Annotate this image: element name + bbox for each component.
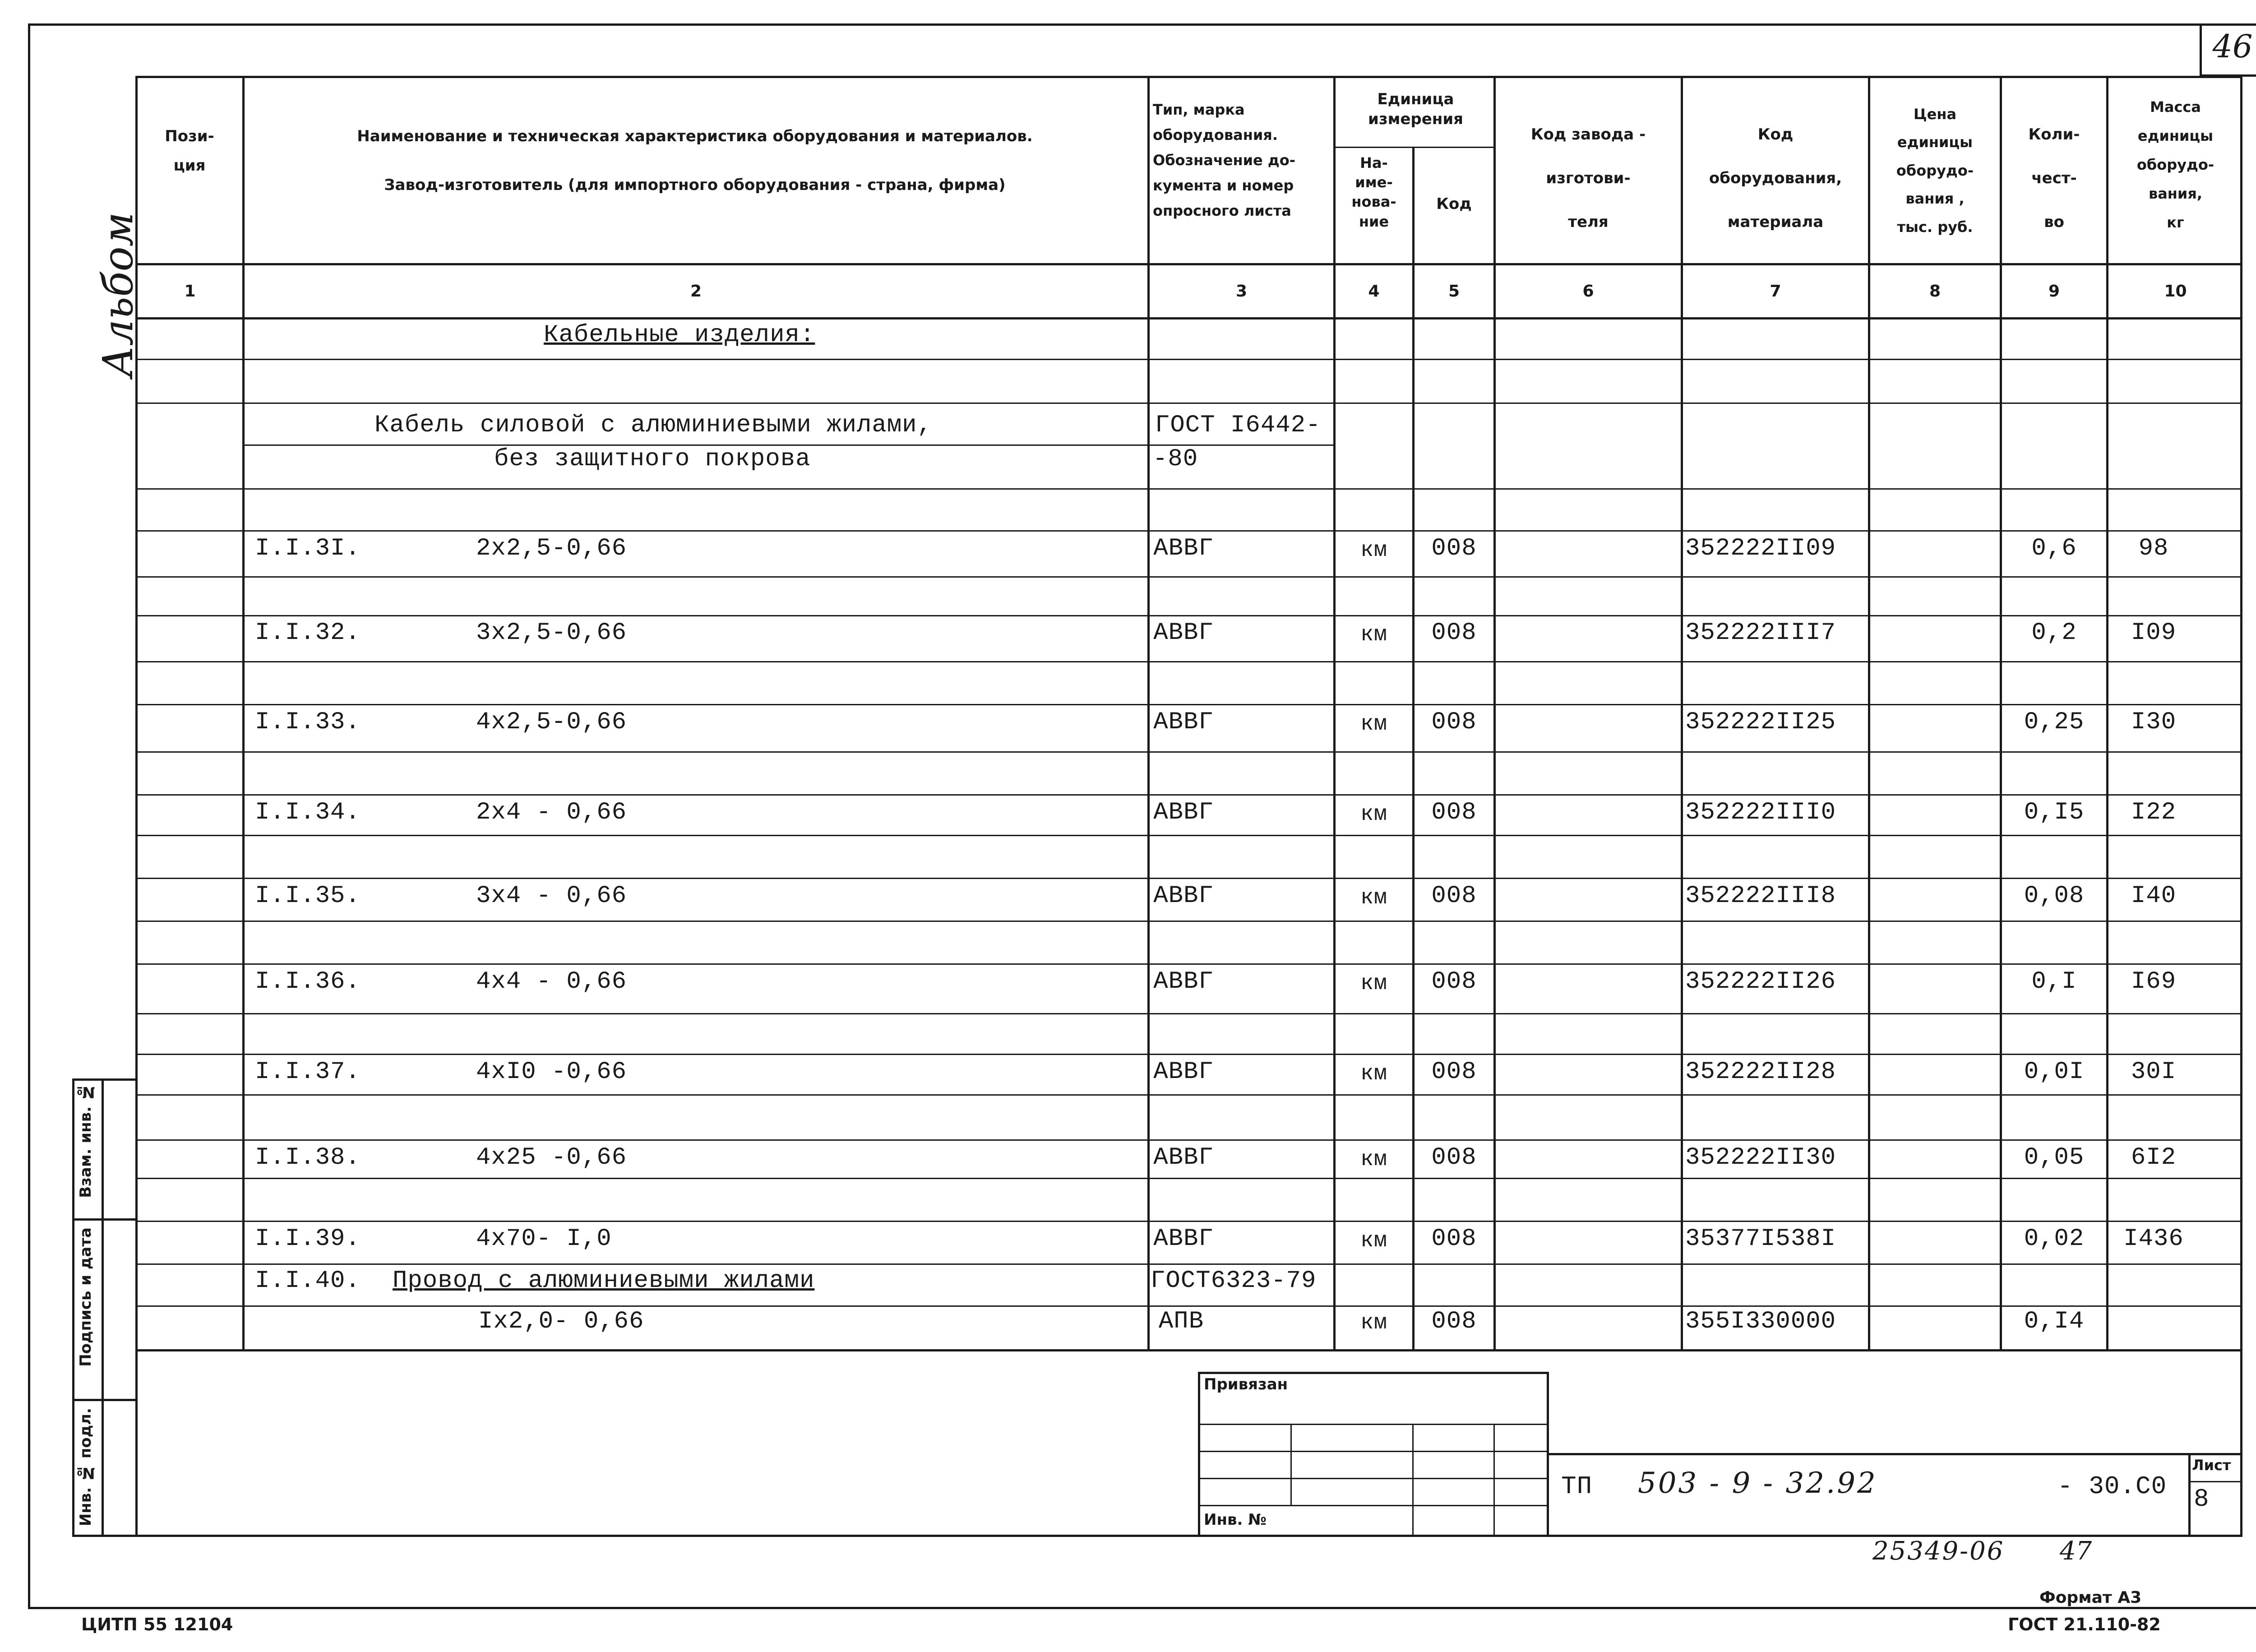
colnum-9: 9 [2048, 282, 2060, 301]
row-line [135, 1094, 2242, 1096]
header-unit-name-l4: ние [1359, 213, 1389, 230]
unit-group-line [1333, 147, 1496, 148]
row-type: АВВГ [1153, 708, 1214, 736]
header-price-l3: оборудо- [1896, 162, 1974, 179]
list-value: 8 [2194, 1485, 2210, 1513]
row-line [135, 359, 2242, 360]
header-mfr-l1: Код завода - [1530, 125, 1646, 143]
row-line [135, 1221, 2242, 1222]
header-price-l5: тыс. руб. [1897, 218, 1973, 236]
row-spec: 2х4 - 0,66 [476, 799, 627, 826]
row-unit: км [1360, 623, 1387, 647]
header-type [1153, 97, 1330, 223]
header-type-l1: Тип, марка [1153, 101, 1245, 118]
header-unit-group: Единица измерения [1368, 90, 1463, 129]
row-spec: 3х4 - 0,66 [476, 882, 627, 910]
header-mass-l4: вания, [2148, 185, 2203, 202]
row-qty: 0,I5 [2024, 799, 2085, 826]
row-type: АВВГ [1153, 968, 1214, 995]
row-mass: I22 [2131, 799, 2177, 826]
format-label: Формат А3 [2039, 1588, 2142, 1607]
row-unit-code: 008 [1431, 1225, 1477, 1253]
privyazan-vline [1493, 1424, 1495, 1537]
row-spec: 4хI0 -0,66 [476, 1058, 627, 1086]
row-mass: 6I2 [2131, 1144, 2177, 1171]
row-position: I.I.32. [255, 619, 361, 647]
header-qty-l2: чест- [2031, 169, 2077, 187]
row-type: АВВГ [1153, 1144, 1214, 1171]
header-matcode-l1: Код [1757, 125, 1794, 143]
colnum-5: 5 [1448, 282, 1460, 301]
row-line [135, 1178, 2242, 1179]
row-line [135, 704, 2242, 705]
header-unit-name [1336, 153, 1412, 231]
side-stamp-vzam: Взам. инв. № [77, 1083, 95, 1198]
wire-row-qty: 0,I4 [2024, 1308, 2085, 1335]
row-code: 352222II25 [1685, 708, 1836, 736]
row-mass: I436 [2123, 1225, 2184, 1253]
side-stamp-line [72, 1218, 138, 1221]
row-mass: 30I [2131, 1058, 2177, 1086]
privyazan-vline [1412, 1424, 1414, 1537]
privyazan-line [1198, 1424, 1549, 1425]
header-name-line2: Завод-изготовитель (для импортного оборудования - страна, фирма) [384, 176, 1006, 194]
row-unit-code: 008 [1431, 619, 1477, 647]
header-type-l3: Обозначение до- [1153, 152, 1295, 169]
row-qty: 0,02 [2024, 1225, 2085, 1253]
header-matcode-l2: оборудования, [1709, 169, 1842, 187]
row-line [135, 661, 2242, 662]
cable-group-name-line1: Кабель силовой с алюминиевыми жилами, [374, 412, 932, 439]
row-spec: 4х4 - 0,66 [476, 968, 627, 995]
row-code: 352222II26 [1685, 968, 1836, 995]
list-box-divider [2188, 1453, 2191, 1537]
header-mfr-l3: теля [1568, 213, 1609, 231]
row-qty: 0,08 [2024, 882, 2085, 910]
row-line [135, 878, 2242, 879]
side-stamp-divider [102, 1078, 104, 1537]
row-unit-code: 008 [1431, 968, 1477, 995]
header-price [1870, 100, 2000, 241]
section-title: Кабельные изделия: [544, 321, 815, 349]
row-unit-code: 008 [1431, 1144, 1477, 1171]
header-price-l4: вания , [1905, 190, 1965, 208]
row-type: АВВГ [1153, 619, 1214, 647]
row-line [135, 1054, 2242, 1055]
cable-group-standard-line1: ГОСТ I6442- [1155, 412, 1321, 439]
header-quantity [2002, 113, 2106, 244]
colnum-7: 7 [1770, 282, 1781, 301]
row-code: 352222III8 [1685, 882, 1836, 910]
row-code: 352222II30 [1685, 1144, 1836, 1171]
wire-row-unit-code: 008 [1431, 1308, 1477, 1335]
header-position: Пози- ция [165, 127, 214, 175]
row-position: I.I.3I. [255, 535, 361, 562]
table-body-bottom-line [135, 1349, 2242, 1351]
row-qty: 0,25 [2024, 708, 2085, 736]
privyazan-line [1198, 1505, 1549, 1506]
inv-no-label: Инв. № [1204, 1511, 1267, 1529]
wire-row-unit: км [1360, 1311, 1387, 1335]
list-box-line [2188, 1481, 2242, 1482]
row-code: 352222III0 [1685, 799, 1836, 826]
row-type: АВВГ [1153, 535, 1214, 562]
header-material-code [1683, 113, 1868, 244]
header-matcode-l3: материала [1727, 213, 1824, 231]
row-qty: 0,05 [2024, 1144, 2085, 1171]
row-mass: I09 [2131, 619, 2177, 647]
row-line [135, 403, 2242, 404]
row-position: I.I.39. [255, 1225, 361, 1253]
top-sheet-number: 46 [2212, 28, 2253, 65]
row-unit: км [1360, 972, 1387, 996]
row-unit-code: 008 [1431, 799, 1477, 826]
privyazan-line [1198, 1478, 1549, 1479]
row-position: I.I.38. [255, 1144, 361, 1171]
list-label: Лист [2192, 1457, 2231, 1474]
row-spec: 4х2,5-0,66 [476, 708, 627, 736]
privyazan-label: Привязан [1204, 1375, 1288, 1393]
row-qty: 0,0I [2024, 1058, 2085, 1086]
header-unit-name-l1: На- [1360, 154, 1388, 171]
row-unit: км [1360, 538, 1387, 563]
row-code: 35377I538I [1685, 1225, 1836, 1253]
header-type-l2: оборудования. [1153, 126, 1278, 143]
row-unit-code: 008 [1431, 535, 1477, 562]
row-position: I.I.34. [255, 799, 361, 826]
row-code: 352222IІ09 [1685, 535, 1836, 562]
designation-suffix: - 30.С0 [2057, 1472, 2167, 1501]
colnum-4: 4 [1368, 282, 1380, 301]
wire-row-code: 355I330000 [1685, 1308, 1836, 1335]
row-type: АВВГ [1153, 1225, 1214, 1253]
header-qty-l1: Коли- [2028, 125, 2080, 143]
row-line [135, 1139, 2242, 1141]
colnum-8: 8 [1929, 282, 1941, 301]
header-unit-name-l3: нова- [1351, 193, 1396, 211]
wire-row-standard: ГОСТ6323-79 [1151, 1267, 1317, 1295]
colnum-2: 2 [690, 282, 702, 301]
colnum-1: 1 [184, 282, 196, 301]
row-line [135, 1305, 2242, 1307]
tp-label: ТП [1561, 1472, 1593, 1501]
wire-row-spec: Iх2,0- 0,66 [478, 1308, 644, 1335]
row-type: АВВГ [1153, 1058, 1214, 1086]
row-spec: 3х2,5-0,66 [476, 619, 627, 647]
row-unit: км [1360, 712, 1387, 736]
header-mass-l5: кг [2167, 214, 2184, 231]
side-stamp-inv-sub: Инв. № подл. [77, 1408, 95, 1527]
row-line [135, 1013, 2242, 1014]
row-line [135, 835, 2242, 836]
album-label: Альбом [94, 212, 142, 378]
row-line [135, 488, 2242, 490]
colnum-3: 3 [1235, 282, 1248, 301]
row-line [135, 751, 2242, 753]
tsitp-label: ЦИТП 55 12104 [81, 1615, 233, 1634]
designation: 503 - 9 - 32.92 [1638, 1467, 1877, 1500]
row-code: 352222III7 [1685, 619, 1836, 647]
row-mass: I40 [2131, 882, 2177, 910]
header-unit-name-l2: име- [1355, 174, 1393, 191]
row-code: 352222II28 [1685, 1058, 1836, 1086]
header-mass-l3: оборудо- [2136, 156, 2214, 173]
row-type: АВВГ [1153, 799, 1214, 826]
gost-label: ГОСТ 21.110-82 [2008, 1615, 2161, 1634]
privyazan-line [1198, 1451, 1549, 1452]
row-position: I.I.33. [255, 708, 361, 736]
row-unit-code: 008 [1431, 882, 1477, 910]
row-mass: 98 [2138, 535, 2169, 562]
row-spec: 4х25 -0,66 [476, 1144, 627, 1171]
colnum-bottom-line [135, 317, 2242, 319]
wire-row-name: Провод с алюминиевыми жилами [393, 1267, 815, 1295]
row-qty: 0,6 [2031, 535, 2077, 562]
header-mass-l2: единицы [2137, 127, 2214, 144]
row-line [135, 794, 2242, 796]
row-line [135, 576, 2242, 578]
privyazan-vline [1290, 1424, 1292, 1505]
header-unit-code: Код [1436, 195, 1472, 213]
header-name-line1: Наименование и техническая характеристика оборудования и материалов. [357, 127, 1033, 145]
header-qty-l3: во [2044, 213, 2064, 231]
header-mass [2108, 93, 2242, 237]
wire-row-position: I.I.40. [255, 1267, 361, 1295]
cable-group-name-line2: без защитного покрова [494, 445, 811, 473]
row-line [135, 615, 2242, 616]
colnum-10: 10 [2164, 282, 2187, 301]
cable-group-standard-line2: -80 [1153, 445, 1198, 473]
row-unit: км [1360, 1148, 1387, 1172]
header-mfr-l2: изготови- [1546, 169, 1631, 187]
row-position: I.I.37. [255, 1058, 361, 1086]
row-qty: 0,I [2031, 968, 2077, 995]
row-line [135, 921, 2242, 922]
row-unit: км [1360, 1062, 1387, 1086]
side-stamp-sign-date: Подпись и дата [77, 1227, 95, 1367]
row-unit: км [1360, 1229, 1387, 1253]
row-type: АВВГ [1153, 882, 1214, 910]
row-mass: I69 [2131, 968, 2177, 995]
side-stamp-line [72, 1399, 138, 1401]
row-mass: I30 [2131, 708, 2177, 736]
archive-number: 25349-06 [1872, 1536, 2005, 1566]
row-line [135, 530, 2242, 532]
header-price-l1: Цена [1913, 106, 1957, 123]
row-line [135, 1263, 2242, 1265]
row-spec: 4х70- I,0 [476, 1225, 612, 1253]
archive-page: 47 [2060, 1536, 2092, 1566]
row-spec: 2х2,5-0,66 [476, 535, 627, 562]
row-unit-code: 008 [1431, 1058, 1477, 1086]
row-position: I.I.36. [255, 968, 361, 995]
header-manufacturer-code [1496, 113, 1681, 244]
colnum-6: 6 [1582, 282, 1594, 301]
row-line [135, 963, 2242, 965]
row-unit-code: 008 [1431, 708, 1477, 736]
header-price-l2: единицы [1897, 134, 1973, 151]
header-mass-l1: Масса [2150, 98, 2201, 116]
header-type-l5: опросного листа [1153, 202, 1291, 219]
header-type-l4: кумента и номер [1153, 177, 1294, 194]
row-qty: 0,2 [2031, 619, 2077, 647]
row-unit: км [1360, 802, 1387, 827]
wire-row-type: АПВ [1158, 1308, 1204, 1335]
row-unit: км [1360, 886, 1387, 910]
row-position: I.I.35. [255, 882, 361, 910]
